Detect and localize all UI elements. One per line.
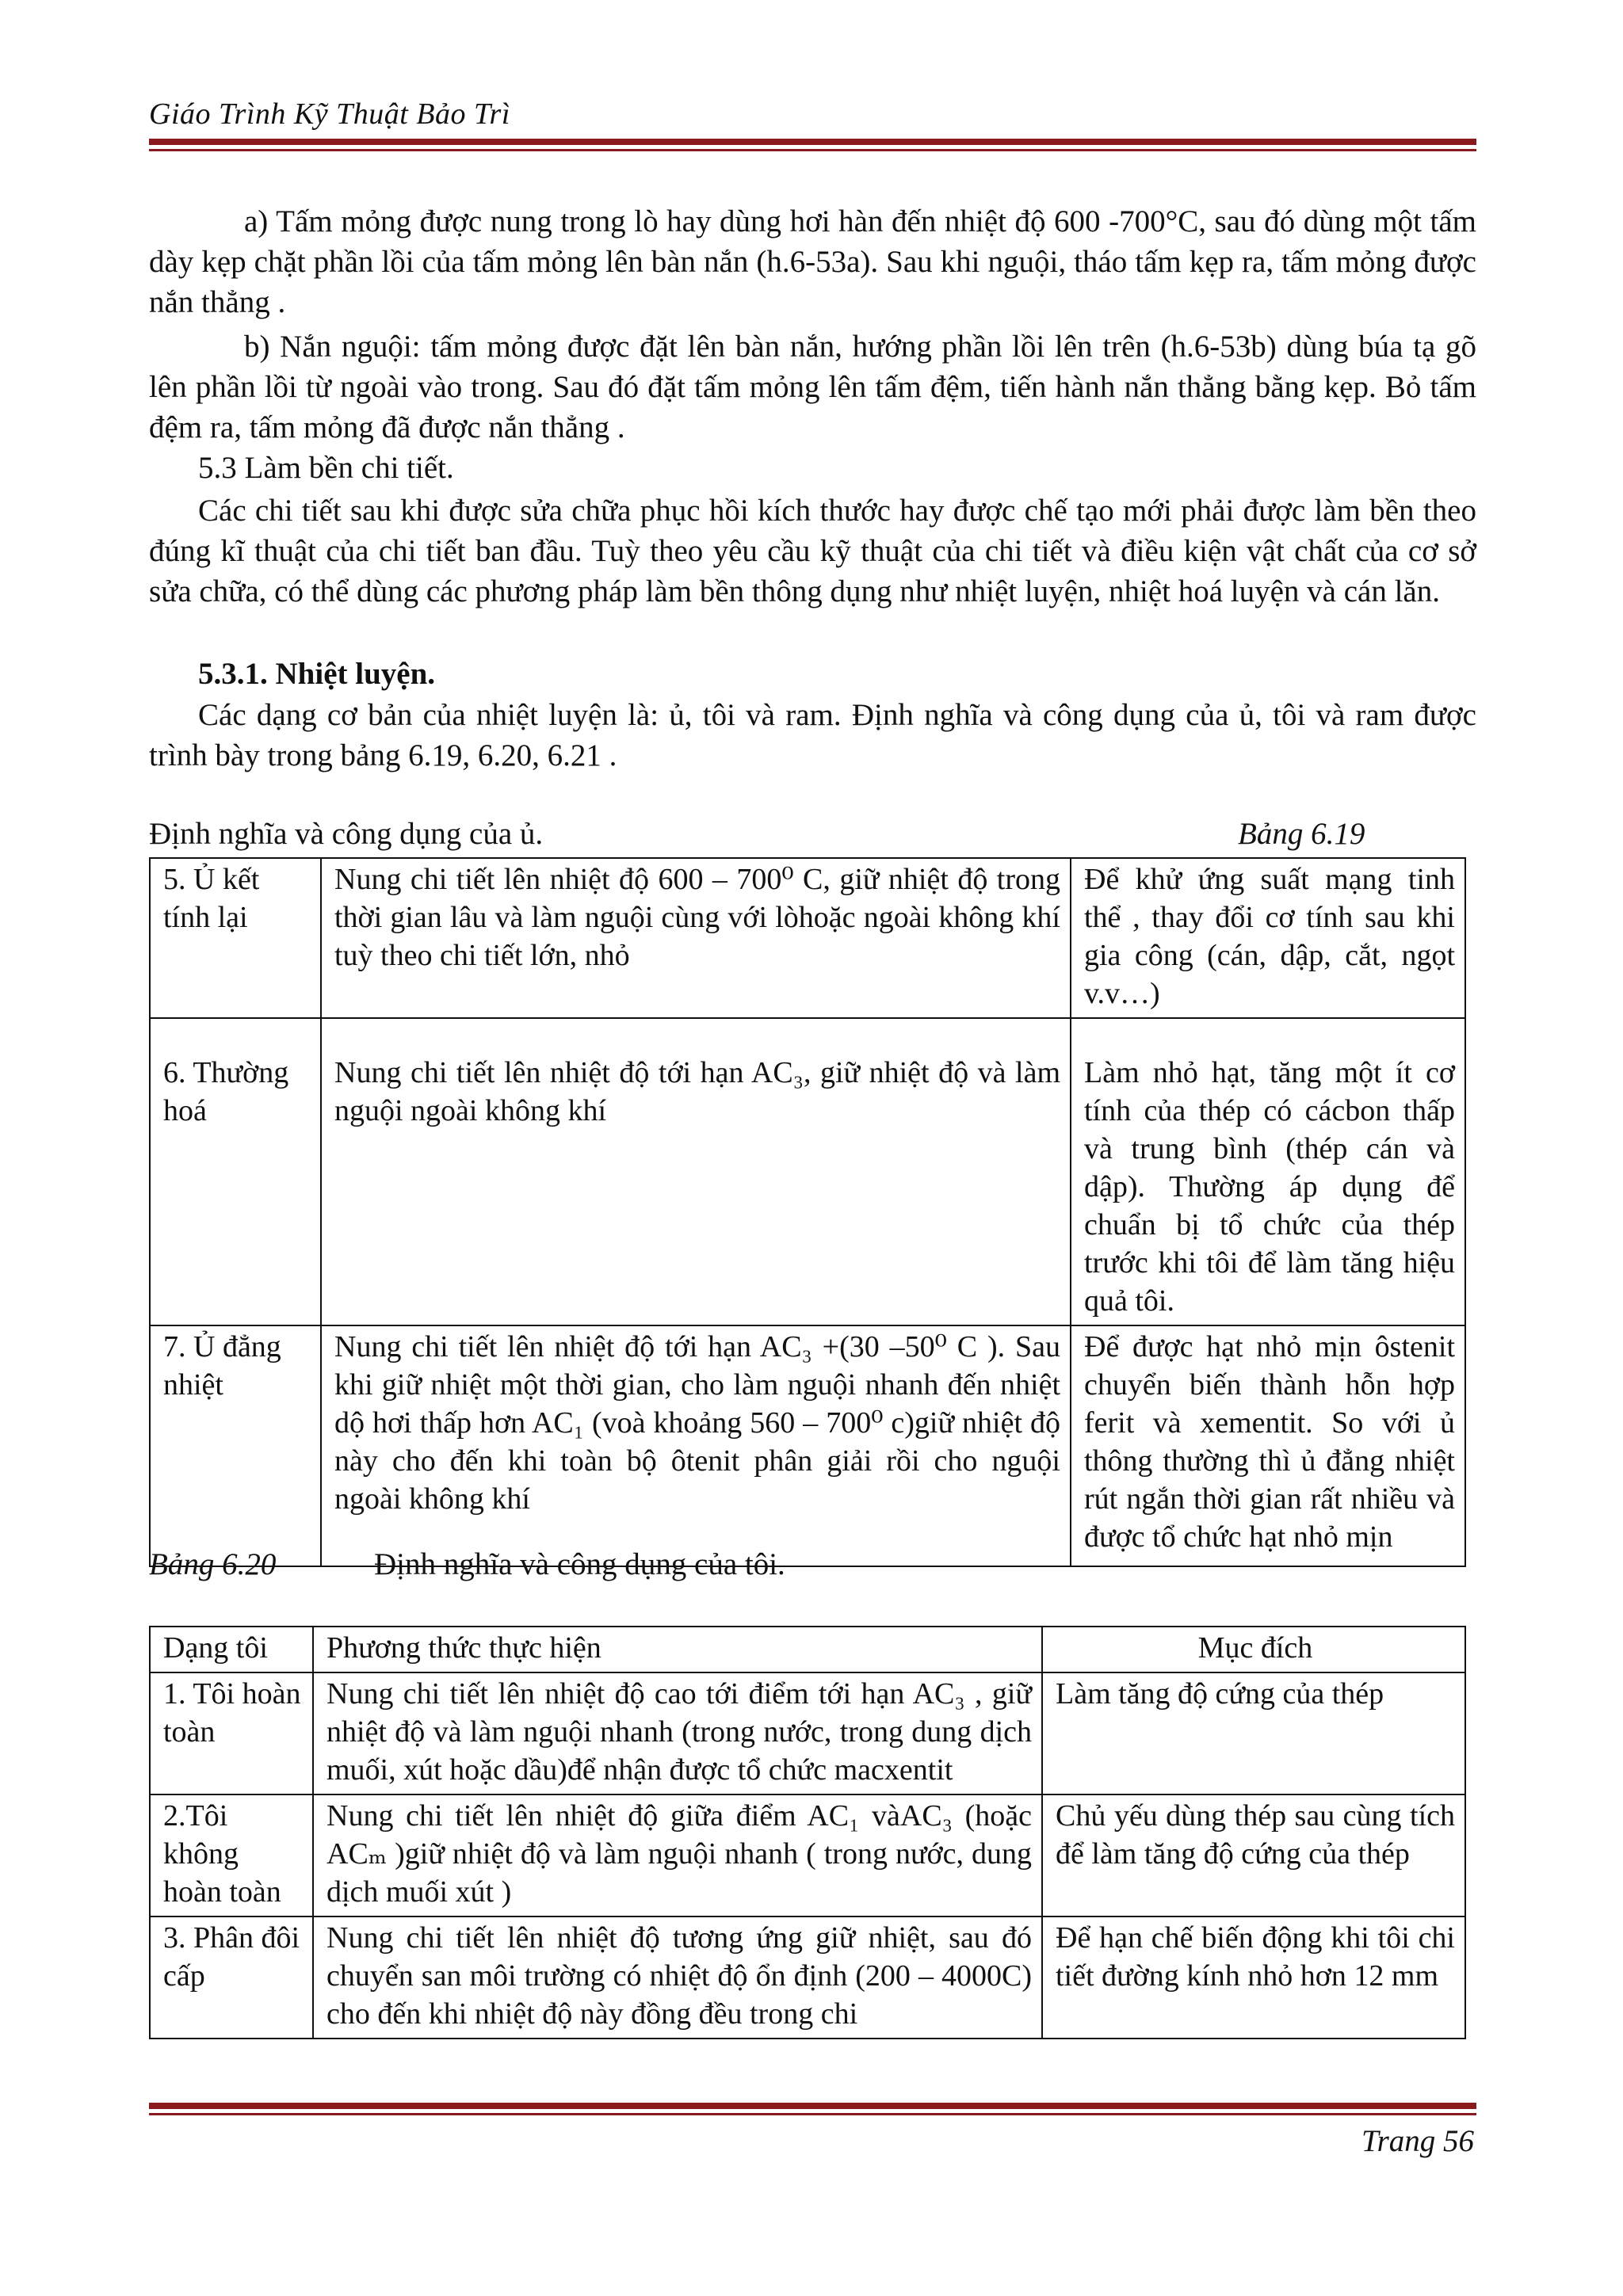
table-cell-purpose: Làm tăng độ cứng của thép [1042,1672,1465,1794]
table-620-label: Bảng 6.20 [149,1547,277,1581]
table-cell-method: Nung chi tiết lên nhiệt độ 600 – 700⁰ C, giữ nhiệt độ trong thời gian lâu và làm nguội cùng với lòhoặc ngoài không khí tuỳ theo chi tiết lớn, nhỏ [321,858,1071,1018]
table-header-cell: Phương thức thực hiện [313,1627,1042,1672]
table-row [150,858,1465,1018]
table-header-row [150,1627,1465,1672]
table-header-cell: Dạng tôi [150,1627,313,1672]
table-cell-purpose: Để được hạt nhỏ mịn ôstenit chuyển biến thành hỗn hợp ferit và xementit. So với ủ thông thường thì ủ đẳng nhiệt rút ngắn thời gian rất nhiều và được tổ chức hạt nhỏ mịn [1071,1325,1465,1566]
table-cell-purpose: Làm nhỏ hạt, tăng một ít cơ tính của thép có cácbon thấp và trung bình (thép cán và dập). Thường áp dụng để chuẩn bị tổ chức của thép trước khi tôi để làm tăng hiệu quả tôi. [1071,1018,1465,1325]
table-6-20 [149,1626,1466,2039]
paragraph-a: a) Tấm mỏng được nung trong lò hay dùng hơi hàn đến nhiệt độ 600 -700°C, sau đó dùng một tấm dày kẹp chặt phần lồi của tấm mỏng lên bàn nắn (h.6-53a). Sau khi nguội, tháo tấm kẹp ra, tấm mỏng được nắn thẳng . [149,204,1476,319]
table-cell-method: Nung chi tiết lên nhiệt độ tương ứng giữ nhiệt, sau đó chuyển san môi trường có nhiệt độ ổn định (200 – 4000C) cho đến khi nhiệt độ này đồng đều trong chi [313,1917,1042,2039]
paragraph-5-3: Các chi tiết sau khi được sửa chữa phục hồi kích thước hay được chế tạo mới phải được làm bền theo đúng kĩ thuật của chi tiết ban đầu. Tuỳ theo yêu cầu kỹ thuật của chi tiết và điều kiện vật chất của cơ sở sửa chữa, có thể dùng các phương pháp làm bền thông dụng như nhiệt luyện, nhiệt hoá luyện và cán lăn. [149,494,1476,608]
table-row [150,1794,1465,1917]
header-title: Giáo Trình Kỹ Thuật Bảo Trì [149,97,510,131]
section-heading-5-3-1: 5.3.1. Nhiệt luyện. [198,657,436,691]
table-cell-method: Nung chi tiết lên nhiệt độ cao tới điểm tới hạn AC₃ , giữ nhiệt độ và làm nguội nhanh (trong nước, trong dung dịch muối, xút hoặc dầu)để nhận được tổ chức macxentit [313,1672,1042,1794]
table-cell-method: Nung chi tiết lên nhiệt độ giữa điểm AC₁ vàAC₃ (hoặc ACₘ )giữ nhiệt độ và làm nguội nhanh ( trong nước, dung dịch muối xút ) [313,1794,1042,1917]
paragraph-b: b) Nắn nguội: tấm mỏng được đặt lên bàn nắn, hướng phần lồi lên trên (h.6-53b) dùng búa tạ gõ lên phần lồi từ ngoài vào trong. Sau đó đặt tấm mỏng lên tấm đệm, tiến hành nắn thẳng bằng kẹp. Bỏ tấm đệm ra, tấm mỏng đã được nắn thẳng . [149,330,1476,444]
table-row [150,1325,1465,1566]
table-cell-purpose: Để hạn chế biến động khi tôi chi tiết đường kính nhỏ hơn 12 mm [1042,1917,1465,2039]
table-cell-method: Nung chi tiết lên nhiệt độ tới hạn AC₃, giữ nhiệt độ và làm nguội ngoài không khí [321,1018,1071,1325]
footer-rule-thick [149,2103,1476,2109]
table-cell-type: 2.Tôi không hoàn toàn [150,1794,313,1917]
table-header-cell: Mục đích [1042,1627,1465,1672]
footer-rule-thin [149,2113,1476,2115]
header-rule-thin [149,149,1476,151]
table-row [150,1672,1465,1794]
table-cell-method: Nung chi tiết lên nhiệt độ tới hạn AC₃ +(30 –50⁰ C ). Sau khi giữ nhiệt một thời gian, cho làm nguội nhanh đến nhiệt dộ hơi thấp hơn AC₁ (voà khoảng 560 – 700⁰ c)giữ nhiệt độ này cho đến khi toàn bộ ôtenit phân giải rồi cho nguội ngoài không khí [321,1325,1071,1566]
page-number: Trang 56 [1361,2124,1474,2158]
table-619-label: Bảng 6.19 [1238,817,1365,851]
table-619-caption: Định nghĩa và công dụng của ủ. [149,817,544,851]
table-6-19 [149,857,1466,1567]
table-row [150,1018,1465,1325]
table-cell-type: 7. Ủ đẳng nhiệt [150,1325,321,1566]
table-cell-purpose: Để khử ứng suất mạng tinh thể , thay đổi cơ tính sau khi gia công (cán, dập, cắt, ngọt v.v…) [1071,858,1465,1018]
header-rule-thick [149,139,1476,145]
table-cell-type: 3. Phân đôi cấp [150,1917,313,2039]
table-cell-type: 5. Ủ kết tính lại [150,858,321,1018]
section-heading-5-3: 5.3 Làm bền chi tiết. [198,451,454,485]
table-cell-type: 6. Thường hoá [150,1018,321,1325]
table-620-caption: Định nghĩa và công dụng của tôi. [374,1547,785,1581]
table-cell-type: 1. Tôi hoàn toàn [150,1672,313,1794]
paragraph-5-3-1: Các dạng cơ bản của nhiệt luyện là: ủ, tôi và ram. Định nghĩa và công dụng của ủ, tôi và ram được trình bày trong bảng 6.19, 6.20, 6.21 . [149,698,1476,772]
table-row [150,1917,1465,2039]
table-cell-purpose: Chủ yếu dùng thép sau cùng tích để làm tăng độ cứng của thép [1042,1794,1465,1917]
